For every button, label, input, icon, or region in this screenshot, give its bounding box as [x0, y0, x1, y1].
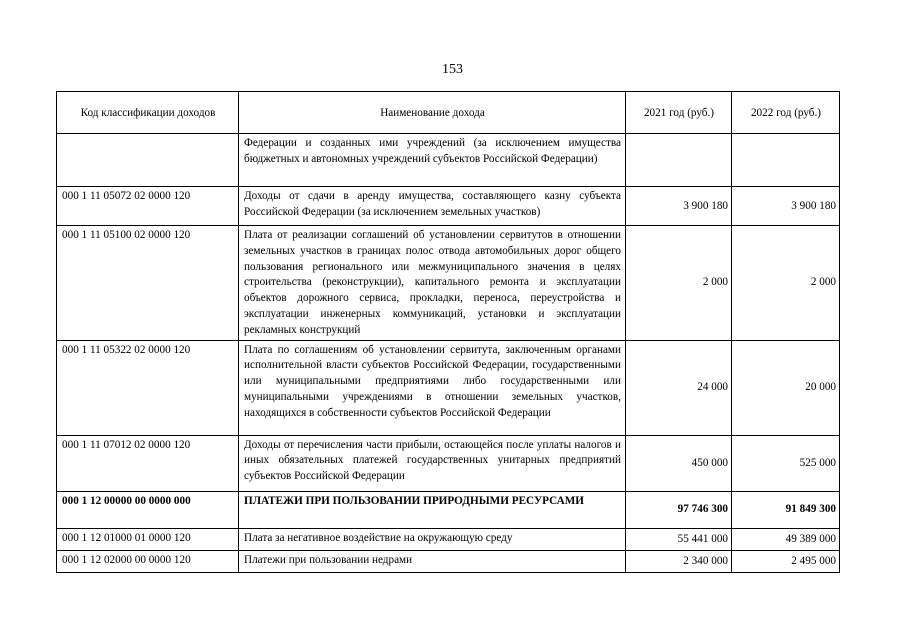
revenue-table	[56, 91, 840, 573]
name-cell: ПЛАТЕЖИ ПРИ ПОЛЬЗОВАНИИ ПРИРОДНЫМИ РЕСУРСАМИ	[239, 491, 626, 528]
value-2022-cell: 525 000	[732, 435, 840, 491]
table-row	[57, 226, 840, 341]
value-2021-cell: 2 340 000	[626, 550, 732, 572]
value-2021-cell: 450 000	[626, 435, 732, 491]
name-cell: Плата по соглашениям об установлении сервитута, заключенным органами исполнительной власти субъектов Российской Федерации, государственными или муниципальными предприятиями либо государственными или муниципальными учреждениями в отношении земельных участков, находящихся в собственности субъектов Российской Федерации	[239, 340, 626, 435]
value-2022-cell: 2 000	[732, 226, 840, 341]
table-row	[57, 134, 840, 187]
code-cell: 000 1 12 00000 00 0000 000	[57, 491, 239, 528]
page-number: 153	[442, 62, 463, 77]
name-cell: Плата за негативное воздействие на окружающую среду	[239, 528, 626, 550]
table-row	[57, 528, 840, 550]
value-2021-cell: 55 441 000	[626, 528, 732, 550]
table-row	[57, 550, 840, 572]
value-2022-cell: 49 389 000	[732, 528, 840, 550]
header-2021: 2021 год (руб.)	[626, 92, 732, 134]
code-cell: 000 1 12 01000 01 0000 120	[57, 528, 239, 550]
table-row	[57, 340, 840, 435]
table-row	[57, 491, 840, 528]
code-cell	[57, 134, 239, 187]
value-2022-cell	[732, 134, 840, 187]
code-cell: 000 1 11 07012 02 0000 120	[57, 435, 239, 491]
value-2021-cell: 97 746 300	[626, 491, 732, 528]
value-2022-cell: 91 849 300	[732, 491, 840, 528]
table-header-row	[57, 92, 840, 134]
header-2022: 2022 год (руб.)	[732, 92, 840, 134]
value-2022-cell: 20 000	[732, 340, 840, 435]
header-code: Код классификации доходов	[57, 92, 239, 134]
name-cell: Платежи при пользовании недрами	[239, 550, 626, 572]
value-2022-cell: 2 495 000	[732, 550, 840, 572]
code-cell: 000 1 11 05072 02 0000 120	[57, 187, 239, 226]
value-2022-cell: 3 900 180	[732, 187, 840, 226]
name-cell: Доходы от перечисления части прибыли, остающейся после уплаты налогов и иных обязательных платежей государственных унитарных предприятий субъектов Российской Федерации	[239, 435, 626, 491]
name-cell: Доходы от сдачи в аренду имущества, составляющего казну субъекта Российской Федерации (за исключением земельных участков)	[239, 187, 626, 226]
value-2021-cell: 24 000	[626, 340, 732, 435]
name-cell: Федерации и созданных ими учреждений (за исключением имущества бюджетных и автономных учреждений субъектов Российской Федерации)	[239, 134, 626, 187]
name-cell: Плата от реализации соглашений об установлении сервитутов в отношении земельных участков в границах полос отвода автомобильных дорог общего пользования регионального или межмуниципального значения в целях строительства (реконструкции), капитального ремонта и эксплуатации объектов дорожного сервиса, прокладки, переноса, переустройства и эксплуатации инженерных коммуникаций, установки и эксплуатации рекламных конструкций	[239, 226, 626, 341]
table-row	[57, 435, 840, 491]
table-row	[57, 187, 840, 226]
code-cell: 000 1 12 02000 00 0000 120	[57, 550, 239, 572]
code-cell: 000 1 11 05100 02 0000 120	[57, 226, 239, 341]
code-cell: 000 1 11 05322 02 0000 120	[57, 340, 239, 435]
header-name: Наименование дохода	[239, 92, 626, 134]
value-2021-cell	[626, 134, 732, 187]
table-body	[57, 134, 840, 573]
value-2021-cell: 2 000	[626, 226, 732, 341]
value-2021-cell: 3 900 180	[626, 187, 732, 226]
